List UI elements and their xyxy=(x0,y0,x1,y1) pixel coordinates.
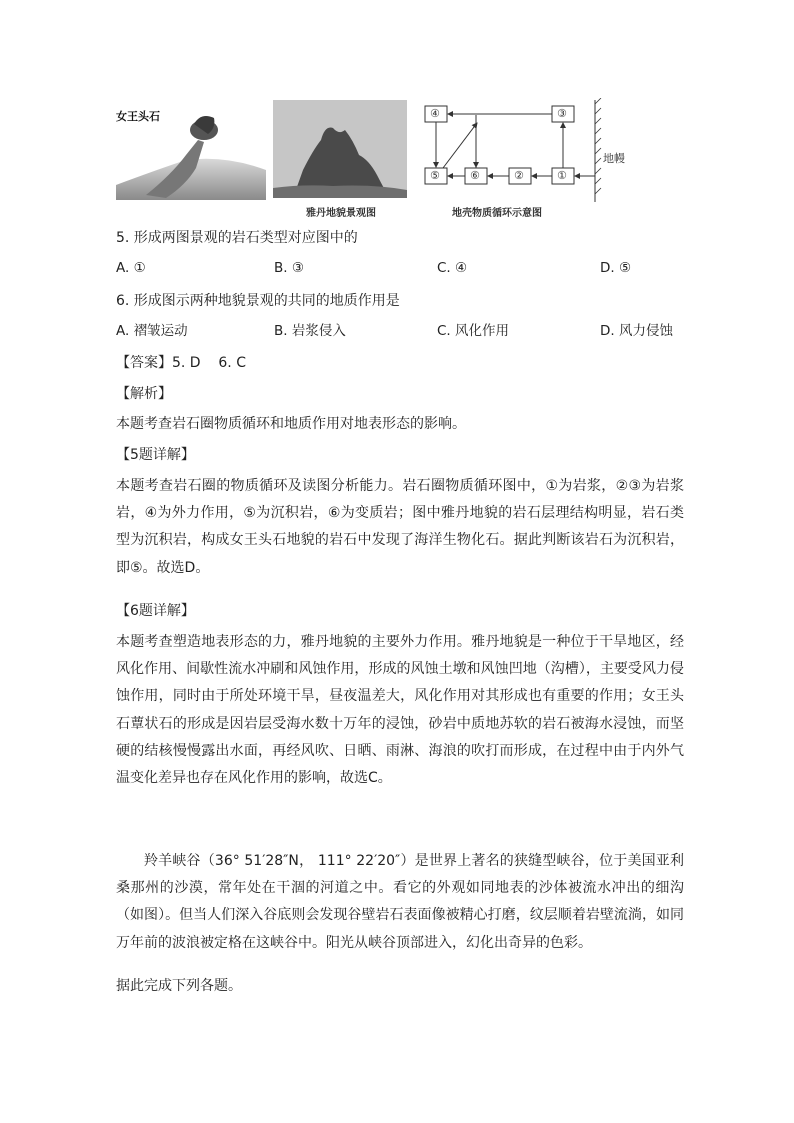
photo1-label: 女王头石 xyxy=(116,110,160,123)
detail5-text: 本题考查岩石圈的物质循环及读图分析能力。岩石圈物质循环图中，①为岩浆，②③为岩浆岩，④为外力作用，⑤为沉积岩，⑥为变质岩；图中雅丹地貌的岩石层理结构明显，岩石类型为沉积岩，构成女王头石地貌的岩石中发现了海洋生物化石。据此判断该岩石为沉积岩，即⑤。故选D。 xyxy=(116,478,684,576)
q5-option-c: C. ④ xyxy=(437,260,468,276)
crust-cycle-diagram xyxy=(415,98,625,204)
diagram-node-6: ⑥ xyxy=(470,169,480,182)
detail6-text: 本题考查塑造地表形态的力，雅丹地貌的主要外力作用。雅丹地貌是一种位于干旱地区，经风化作用、间歇性流水冲刷和风蚀作用，形成的风蚀土墩和风蚀凹地（沟槽），主要受风力侵蚀作用，同时由于所处环境干旱，昼夜温差大，风化作用对其形成也有重要的作用；女王头石蕈状石的形成是因岩层受海水数十万年的浸蚀，砂岩中质地苏软的岩石被海水浸蚀，而坚硬的结核慢慢露出水面，再经风吹、日晒、雨淋、海浪的吹打而形成，在过程中由于内外气温变化差异也存在风化作用的影响，故选C。 xyxy=(116,634,684,787)
yardang-photo xyxy=(273,100,407,198)
instruction-text: 据此完成下列各题。 xyxy=(116,978,242,994)
passage-text: 羚羊峡谷（36° 51′28″N， 111° 22′20″）是世界上著名的狭缝型峡谷，位于美国亚利桑那州的沙漠，常年处在干涸的河道之中。看它的外观如同地表的沙体被流水冲出的细沟（如图）。但当人们深入谷底则会发现谷壁岩石表面像被精心打磨，纹层顺着岩壁流淌，如同万年前的波浪被定格在这峡谷中。阳光从峡谷顶部进入，幻化出奇异的色彩。 xyxy=(116,853,684,951)
detail6-heading: 【6题详解】 xyxy=(116,603,195,619)
q6-option-b: B. 岩浆侵入 xyxy=(274,323,346,339)
q5-option-a: A. ① xyxy=(116,260,146,276)
question-6-stem: 6. 形成图示两种地貌景观的共同的地质作用是 xyxy=(116,293,400,309)
analysis-heading: 【解析】 xyxy=(116,386,172,402)
diagram-node-3: ③ xyxy=(557,107,567,120)
photo2-caption: 雅丹地貌景观图 xyxy=(306,208,376,219)
diagram-mantle-label: 地幔 xyxy=(603,152,625,165)
q6-option-d: D. 风力侵蚀 xyxy=(600,323,673,339)
detail5-heading: 【5题详解】 xyxy=(116,447,195,463)
analysis-text: 本题考查岩石圈物质循环和地质作用对地表形态的影响。 xyxy=(116,416,466,432)
q6-option-a: A. 褶皱运动 xyxy=(116,323,188,339)
diagram-caption: 地壳物质循环示意图 xyxy=(452,208,542,219)
diagram-node-2: ② xyxy=(514,169,524,182)
q5-option-b: B. ③ xyxy=(274,260,304,276)
q5-option-d: D. ⑤ xyxy=(600,260,632,276)
diagram-node-1: ① xyxy=(557,169,567,182)
diagram-node-5: ⑤ xyxy=(430,169,440,182)
yardang-image xyxy=(273,100,407,198)
q6-option-c: C. 风化作用 xyxy=(437,323,510,339)
answer-line: 【答案】5. D 6. C xyxy=(116,355,246,371)
diagram-node-4: ④ xyxy=(430,107,440,120)
question-5-stem: 5. 形成两图景观的岩石类型对应图中的 xyxy=(116,230,358,246)
queen-head-rock-photo xyxy=(116,100,266,200)
crust-cycle-svg xyxy=(415,98,620,204)
